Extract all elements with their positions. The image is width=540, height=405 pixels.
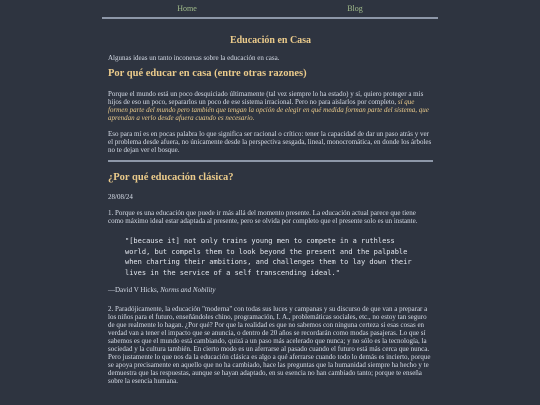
blockquote: "[because it] not only trains young men to compete in a ruthless world, but compels them to look beyond the present and the palpable when charting their ambitions, and challenges them to lay down their lives in the service of a self transcending ideal." xyxy=(125,237,412,277)
main-content xyxy=(108,28,433,385)
nav-link-blog[interactable]: Blog xyxy=(347,3,363,13)
intro-text: Algunas ideas un tanto inconexas sobre la educación en casa. xyxy=(108,54,280,62)
citation-author: —David V Hicks, xyxy=(108,286,159,294)
paragraph-text: Porque el mundo está un poco desquiciado últimamente (tal vez siempre lo ha estado) y sí, quiero proteger a mis hijos de eso un poco, separarlos un poco de ese sistema irracional. Pero no para aislarlos por completo, xyxy=(108,90,424,106)
quote-citation xyxy=(108,286,433,294)
top-nav xyxy=(102,0,438,19)
post-date: 28/08/24 xyxy=(108,193,133,201)
paragraph-why-homeschool-2: Eso para mí es en pocas palabra lo que significa ser racional o crítico: tener la capacidad de dar un paso atrás y ver el problema desde afuera, no únicamente desde la perspectiva sesgada, lineal, monocromática, en donde los árboles no te dejan ver el bosque. xyxy=(108,130,432,154)
section-heading-why-homeschool: Por qué educar en casa (entre otras razones) xyxy=(108,68,307,79)
emphasized-text: sí que formen parte del mundo pero también que tengan la opción de elegir en qué medida forman parte del sistema, que aprendan a verlo desde afuera cuando es necesario. xyxy=(108,98,429,122)
citation-work: Norms and Nobility xyxy=(160,286,216,294)
section-heading-classical-education: ¿Por qué educación clásica? xyxy=(108,172,234,183)
section-divider xyxy=(108,160,433,162)
paragraph-point-1: 1. Porque es una educación que puede ir más allá del momento presente. La educación actual parece que tiene como máximo ideal estar adaptada al presente, pero se olvida por completo que el presente solo es un instante. xyxy=(108,209,418,225)
nav-link-home[interactable]: Home xyxy=(177,3,197,13)
paragraph-point-2: 2. Paradójicamente, la educación "moderna" con todas sus luces y campanas y su discurso de que van a preparar a los niños para el futuro, enseñándoles chino, programación, I. A., problemáticas sociales, etc., no estoy tan seguro de que realmente lo hagan. ¿Por qué? Por que la realidad es que no sabemos con ninguna certeza si esas cosas en verdad van a tener el impacto que se anuncia, o dentro de 20 años se recordarán como modas pasajeras. Lo que sí sabemos es que el mundo está cambiando, quizá a un paso más acelerado que nunca; y no sólo es la tecnología, la sociedad y la cultura también. En cierto modo es un aferrarse al pasado cuando el futuro está más cerca que nunca. Pero justamente lo que nos da la educación clásica es algo a qué aferrarse cuando todo lo demás es incierto, porque se apoya precisamente en aquello que no ha cambiado, hace las preguntas que la humanidad siempre ha hecho y te demuestra que las respuestas, aunque se hayan adaptado, en su esencia no han cambiado tanto; porque te enseña sobre la esencia humana. xyxy=(108,305,431,385)
paragraph-why-homeschool-1 xyxy=(108,90,433,122)
page-title: Educación en Casa xyxy=(229,35,312,46)
